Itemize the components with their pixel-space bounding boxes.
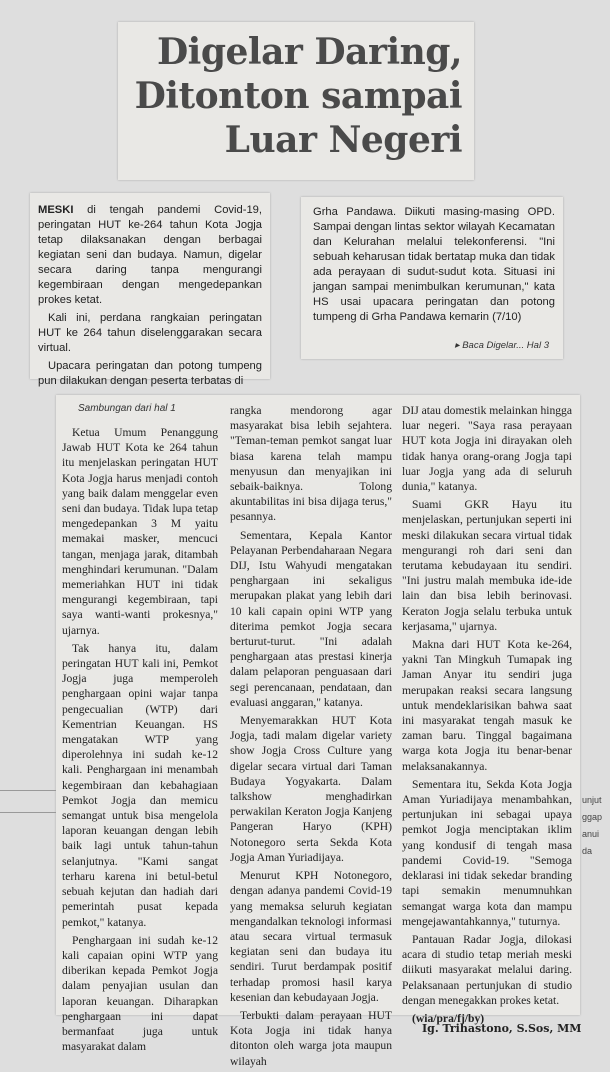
edge-fragment: da: [582, 846, 593, 856]
adjacent-page-fragments: [582, 792, 610, 860]
col2-paragraph: Sementara, Kepala Kantor Pelayanan Perbendaharaan Negara DIJ, Istu Wahyudi mengatakan penghargaan ini sekaligus merupakan plakat yang lebih dari 10 kali capain opini WTP yang diterima pemkot Jogja secara berturut-turut. "Ini adalah penghargaan atas prestasi kinerja dalam pelaporan penguasaan dari segi perencanaan, pendataan, dan evaluasi anggaran," katanya.: [230, 528, 392, 709]
col2-paragraph: rangka mendorong agar masyarakat bisa lebih sejahtera. "Teman-teman pemkot sangat luar biasa karena telah mampu menyusun dan menyajikan ini sebaik-baiknya. Tolong akuntabilitas ini bisa dijaga terus," pesannya.: [230, 404, 392, 524]
col1-paragraph: Penghargaan ini sudah ke-12 kali capaian opini WTP yang diberikan kepada Pemkot Jogja dalam penyajian usulan dan laporan keuangan. Diharapkan penghargaan ini dapat bermanfaat juga untuk masyarakat dalam: [62, 933, 218, 1054]
col1-paragraph: Tak hanya itu, dalam peringatan HUT kali ini, Pemkot Jogja juga memperoleh penghargaan opini wajar tanpa pengecualian (WTP) dari Kementrian Keuangan. HS mengatakan WTP yang diperolehnya ini sudah ke-12 kali. Penghargaan ini menambah kegembiraan dan kebahagiaan Pemkot Jogja dan memicu semangat untuk bisa mengelola laporan keuangan dengan lebih baik lagi untuk tahun-tahun selanjutnya. "Kami sangat terharu karena ini betul-betul sebuah kejutan dan hadiah dari pemerintah pusat kepada pemkot," katanya.: [62, 641, 218, 929]
background-rule: [0, 812, 56, 813]
col3-paragraph: Pantauan Radar Jogja, dilokasi acara di studio tetap meriah meski diikuti masyarakat melalui daring. Pelaksanaan pertunjukan di studio dengan menegakkan prokes ketat.: [402, 932, 572, 1007]
lead-right-clipping: [301, 197, 563, 359]
col2-paragraph: Menurut KPH Notonegoro, dengan adanya pandemi Covid-19 yang memaksa seluruh kegiatan mengandalkan teknologi informasi atau secara virtual termasuk kegiatan seni dan budaya itu sendiri. Turut berdampak positif terhadap promosi hasil karya kesenian dan kebudayaan Jogja.: [230, 869, 392, 1004]
col2-paragraph: Terbukti dalam perayaan HUT Kota Jogja ini tidak hanya ditonton oleh warga jota maupun wilayah: [230, 1008, 392, 1068]
background-rule: [0, 790, 56, 791]
lead-right-p1: Grha Pandawa. Diikuti masing-masing OPD. Sampai dengan lintas sektor wilayah Kecamatan dan Kelurahan melalui telekonferensi. "Ini sebuah keharusan tidak bertatap muka dan tidak ada perayaan di sudut-sudut kota. Situasi ini jangan sampai menimbulkan kerumunan," kata HS usai upacara peringatan dan potong tumpeng di Grha Pandawa kemarin (7/10): [313, 206, 555, 323]
headline-clipping: [118, 22, 474, 180]
continue-label: Baca Digelar... Hal 3: [462, 340, 549, 351]
continuation-label: Sambungan dari hal 1: [78, 403, 176, 414]
lead-left-clipping: [30, 193, 270, 387]
author-initials: (wia/pra/fj/by): [412, 1011, 485, 1025]
lead-left-p2: Kali ini, perdana rangkaian peringatan HUT ke 264 tahun diselenggarakan secara virtual.: [38, 312, 262, 354]
col3-paragraph: Sementara itu, Sekda Kota Jogja Aman Yuriadijaya menambahkan, pertunjukan ini sebagai upaya pemkot Jogja menciptakan iklim yang kondusif di tengah masa pandemi Covid-19. "Semoga deklarasi ini tidak sekedar branding tapi semakin menumnuhkan semangat warga kota dan mampu mengejawantahkannya," tuturnya.: [402, 777, 572, 928]
article-column-2: [230, 403, 392, 1072]
headline-line-3: Luar Negeri: [224, 119, 462, 161]
headline-line-1: Digelar Daring,: [156, 31, 462, 73]
article-column-1: [62, 425, 218, 1057]
edge-fragment: anui: [582, 829, 600, 839]
lead-left-p1: di tengah pandemi Covid-19, peringatan HUT ke-264 tahun Kota Jogja tetap dilaksanakan dengan berbagai kegiatan seni dan budaya. Namun, digelar secara daring tanpa mengurangi kegembiraan dengan mengedepankan prokes ketat.: [38, 204, 262, 306]
col2-paragraph: Menyemarakkan HUT Kota Jogja, tadi malam digelar variety show Jogja Cross Culture yang digelar secara virtual dari Taman Budaya Yogyakarta. Dalam talkshow menghadirkan perwakilan Keraton Jogja Kanjeng Pangeran Haryo (KPH) Notonegoro serta Sekda Kota Jogja Aman Yuriadijaya.: [230, 714, 392, 864]
lead-right-text: [313, 205, 555, 328]
signature: Ig. Trihastono, S.Sos, MM: [422, 1022, 582, 1035]
continue-reference: ▸ Baca Digelar... Hal 3: [454, 340, 549, 351]
headline-line-2: Ditonton sampai: [134, 75, 462, 117]
lead-left-p3: Upacara peringatan dan potong tumpeng pun dilakukan dengan peserta terbatas di: [38, 360, 262, 387]
lead-left-text: [38, 203, 262, 392]
lead-word: MESKI: [38, 204, 74, 216]
edge-fragment: ggap: [582, 812, 603, 822]
edge-fragment: unjut: [582, 795, 602, 805]
col1-paragraph: Ketua Umum Penanggung Jawab HUT Kota ke 264 tahun itu menjelaskan peringatan HUT Kota Jogja harus menjadi contoh yang baik dalam menggelar even seni dan budaya. Tidak lupa tetap mengedepankan 3 M yaitu memakai masker, mencuci tangan, menjaga jarak, ditambah menghindari kerumunan. "Dalam memeriahkan HUT ini tidak mengurangi kegembiraan, tapi saya wanti-wanti prokesnya," ujarnya.: [62, 426, 218, 637]
article-column-3: [402, 403, 572, 1029]
col3-paragraph: Makna dari HUT Kota ke-264, yakni Tan Mingkuh Tumapak ing Jaman Anyar itu sendiri juga merupakan reaksi secara langsung untuk mendeklarisikan bahwa saat ini masyarakat tengah masuk ke zaman baru. Tinggal bagaimana warga kota Jogja itu benar-benar melaksanakannya.: [402, 638, 572, 773]
col3-paragraph: DIJ atau domestik melainkan hingga luar negeri. "Saya rasa perayaan HUT kota Jogja ini dirayakan oleh tidak hanya orang-orang Jogja tapi luar Jogja yang ada di seluruh dunia," katanya.: [402, 404, 573, 494]
headline: [118, 30, 474, 162]
col3-paragraph: Suami GKR Hayu itu menjelaskan, pertunjukan seperti ini meski dilakukan secara virtual tidak mengurangi roh dari seni dan terutama kebudayaan itu sendiri. "Ini justru malah membuka ide-ide lain dan bisa lebih berinovasi. Keraton Jogja selalu terbuka untuk kerjasama," ujarnya.: [402, 498, 572, 633]
